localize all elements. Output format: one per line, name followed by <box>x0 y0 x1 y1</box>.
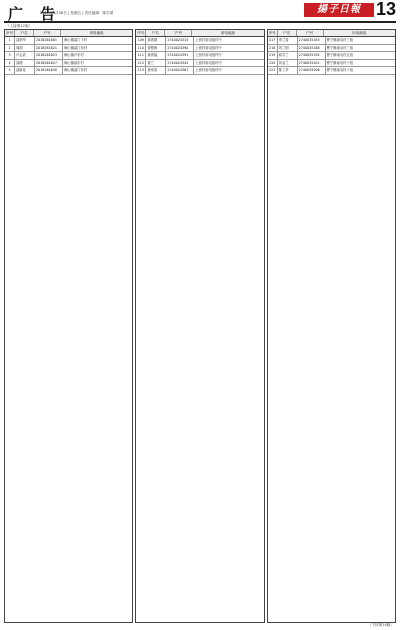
table-cell: 2740024345 <box>166 60 194 67</box>
table-cell: 2 <box>5 45 15 52</box>
notice-table <box>4 29 396 623</box>
table-header-cell: 序号 <box>5 31 14 35</box>
table-cell: 邵荣华 <box>15 37 35 44</box>
table-cell: 113 <box>136 67 146 74</box>
table-cell: 海山镇邵门下村 <box>64 38 88 42</box>
continued-from-note: （上接第12版） <box>6 24 33 28</box>
table-row <box>268 67 395 75</box>
table-cell: 2740035201 <box>298 60 326 67</box>
table-header-cell: 户号 <box>165 30 192 36</box>
table-column-3 <box>267 29 396 623</box>
table-cell: 2740024391 <box>166 52 194 59</box>
page-number: 13 <box>375 0 396 19</box>
table-cell: 陈兰华 <box>278 67 298 74</box>
table-cell: 2740035206 <box>298 67 326 74</box>
table-cell: 2740024367 <box>166 67 194 74</box>
table-header-cell: 用电地址 <box>352 31 367 35</box>
table-cell: 曹宁镇南屯村五组 <box>326 53 354 58</box>
table-cell: 4 <box>5 60 15 67</box>
table-cell: 2018261601 <box>35 37 63 44</box>
table-cell: 218 <box>268 45 278 52</box>
table-cell: 上营村南屯组村中 <box>195 68 222 73</box>
table-header-cell: 户名 <box>146 30 165 36</box>
table-cell: 姜兰 <box>146 60 166 67</box>
table-header-cell: 序号 <box>268 31 276 35</box>
table-cell: 2740035183 <box>298 37 326 44</box>
table-cell: 上营村南屯组村中 <box>195 45 222 50</box>
table-cell: 2740035188 <box>298 45 326 52</box>
table-row <box>268 60 395 68</box>
table-cell: 姜银海 <box>146 45 166 52</box>
dateline: 2017年4月28日 | 星期五 | 责任编辑：陈学勇 <box>40 11 114 15</box>
table-cell: 海山镇邵东村 <box>64 60 84 65</box>
table-cell: 上营村南屯组村中 <box>195 60 222 65</box>
table-cell: 邵新花 <box>15 67 35 74</box>
table-cell: 海山镇邵门东村 <box>64 68 88 73</box>
table-cell: 曹宁镇南屯村十组 <box>326 60 354 65</box>
page-header <box>4 1 396 23</box>
table-cell: 卢志武 <box>15 52 35 59</box>
table-cell: 221 <box>268 67 278 74</box>
table-row <box>5 37 132 45</box>
table-cell: 刘金兰 <box>278 60 298 67</box>
table-cell: 217 <box>268 37 278 44</box>
table-header-cell: 用电地址 <box>220 31 236 35</box>
table-cell: 上营村南屯组村中 <box>195 53 222 58</box>
table-cell: 上营村南屯组村中 <box>195 38 222 42</box>
table-header-cell: 序号 <box>137 31 145 35</box>
table-cell: 2018261623 <box>35 52 63 59</box>
newspaper-masthead-logo: 揚子日報 <box>304 3 374 17</box>
table-row <box>136 60 263 68</box>
table-header-row <box>268 30 395 37</box>
table-cell: 海山镇邵门东村 <box>64 45 88 50</box>
table-cell: 曹宁镇南屯村三组 <box>326 45 354 50</box>
table-cell: 219 <box>268 52 278 59</box>
table-header-row <box>136 30 263 37</box>
table-column-1 <box>4 29 133 623</box>
table-row <box>136 52 263 60</box>
table-cell: 3 <box>5 52 15 59</box>
table-row <box>268 45 395 53</box>
table-cell: 姜善德 <box>146 37 166 44</box>
table-cell: 曹宁镇南屯村十组 <box>326 68 354 73</box>
table-cell: 109 <box>136 37 146 44</box>
table-cell: 2018261627 <box>35 60 63 67</box>
table-row <box>136 45 263 53</box>
table-row <box>268 52 395 60</box>
table-cell: 1 <box>5 37 15 44</box>
table-cell: 周明 <box>15 45 35 52</box>
section-title: 广 告 <box>8 5 62 23</box>
table-cell: 海山镇卢东村 <box>64 53 84 58</box>
table-column-2 <box>135 29 264 623</box>
table-row <box>136 37 263 45</box>
table-cell: 2740024390 <box>166 45 194 52</box>
table-row <box>5 60 132 68</box>
table-cell: 111 <box>136 52 146 59</box>
table-header-cell: 户名 <box>15 30 34 36</box>
table-row <box>5 45 132 53</box>
table-header-cell: 用电地址 <box>89 31 104 35</box>
table-row <box>5 52 132 60</box>
table-cell: 110 <box>136 45 146 52</box>
continued-on-note: （下转第14版） <box>367 623 394 627</box>
table-cell: 李兰香 <box>278 37 298 44</box>
table-cell: 5 <box>5 67 15 74</box>
table-row <box>268 37 395 45</box>
table-header-cell: 户号 <box>34 30 61 36</box>
table-cell: 112 <box>136 60 146 67</box>
table-header-cell: 户名 <box>278 30 297 36</box>
table-cell: 邵德 <box>15 60 35 67</box>
table-cell: 曹宁镇南屯村三组 <box>326 38 354 42</box>
table-cell: 刘兰明 <box>278 45 298 52</box>
table-header-row <box>5 30 132 37</box>
table-cell: 姜善福 <box>146 52 166 59</box>
table-cell: 姜家喜 <box>146 67 166 74</box>
table-row <box>5 67 132 75</box>
table-cell: 2018261630 <box>35 67 63 74</box>
table-header-cell: 户号 <box>297 30 324 36</box>
table-cell: 2740035194 <box>298 52 326 59</box>
table-cell: 2740024315 <box>166 37 194 44</box>
table-cell: 220 <box>268 60 278 67</box>
table-cell: 郝学兰 <box>278 52 298 59</box>
table-cell: 2018261621 <box>35 45 63 52</box>
table-row <box>136 67 263 75</box>
